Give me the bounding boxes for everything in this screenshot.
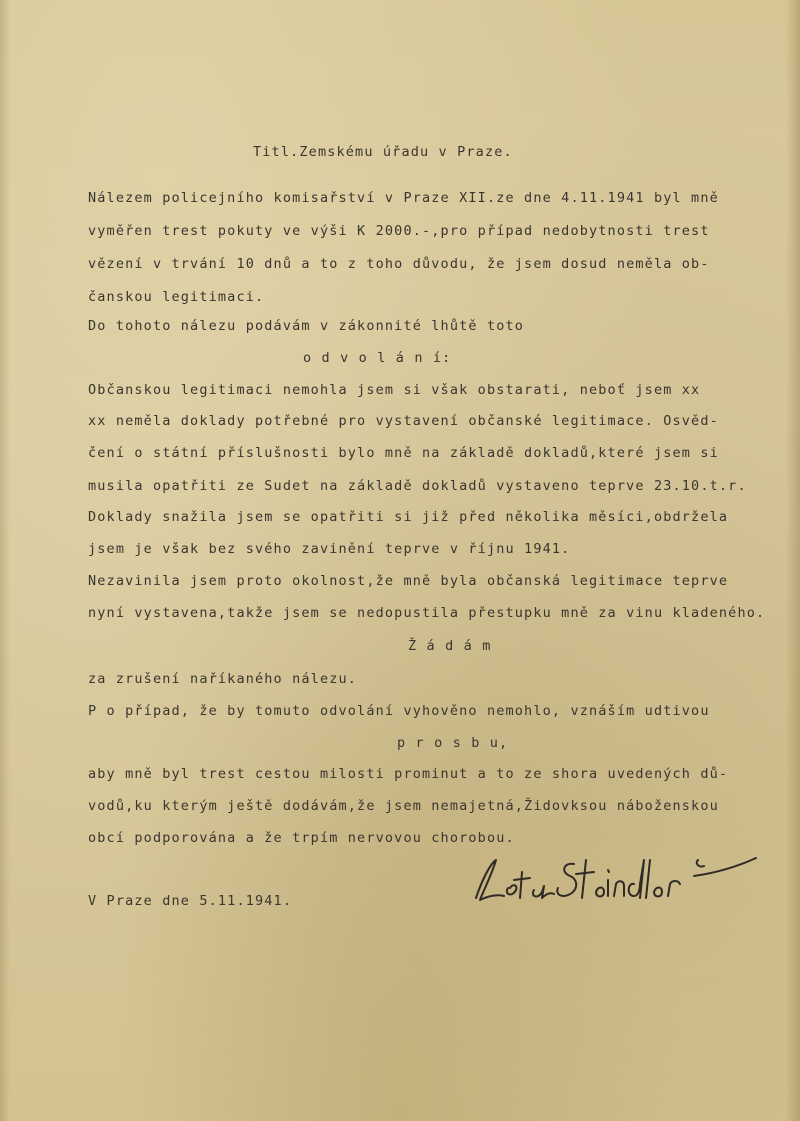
body-line: jsem je však bez svého zavinění teprve v říjnu 1941. — [88, 541, 571, 557]
body-line: xx neměla doklady potřebné pro vystavení občanské legitimace. Osvěd- — [88, 413, 719, 429]
body-line: Nezavinila jsem proto okolnost,že mně byla občanská legitimace teprve — [88, 573, 729, 589]
body-line: P o případ, že by tomuto odvolání vyhověno nemohlo, vznáším udtivou — [88, 703, 710, 719]
section-heading-zadam: Ž á d á m — [408, 638, 492, 654]
paper-edge-left — [0, 0, 10, 1121]
body-line: za zrušení naříkaného nálezu. — [88, 671, 358, 687]
date-line: V Praze dne 5.11.1941. — [88, 893, 293, 909]
paper-edge-right — [786, 0, 800, 1121]
body-line: Doklady snažila jsem se opatřiti si již před několika měsíci,obdržela — [88, 509, 729, 525]
body-line: vodů,ku kterým ještě dodávám,že jsem nemajetná,Židovksou náboženskou — [88, 798, 719, 814]
body-line: Nálezem policejního komisařství v Praze XII.ze dne 4.11.1941 byl mně — [88, 190, 719, 206]
addressee-line: Titl.Zemskému úřadu v Praze. — [253, 144, 513, 160]
body-line: nyní vystavena,takže jsem se nedopustila přestupku mně za vinu kladeného. — [88, 605, 766, 621]
body-line: vyměřen trest pokuty ve výši K 2000.-,pro případ nedobytnosti trest — [88, 223, 710, 239]
body-line: čení o státní příslušnosti bylo mně na základě dokladů,které jsem si — [88, 445, 719, 461]
body-line: obcí podporována a že trpím nervovou chorobou. — [88, 830, 515, 846]
section-heading-odvolani: o d v o l á n í: — [303, 350, 452, 366]
section-heading-prosbu: p r o s b u, — [397, 735, 509, 751]
body-line: aby mně byl trest cestou milosti prominut a to ze shora uvedených dů- — [88, 766, 729, 782]
signature-drawing — [468, 850, 768, 910]
body-line: Do tohoto nálezu podávám v zákonnité lhůtě toto — [88, 318, 525, 334]
body-line: Občanskou legitimaci nemohla jsem si však obstarati, neboť jsem xx — [88, 382, 701, 398]
handwritten-signature — [468, 850, 768, 910]
body-line: vězení v trvání 10 dnů a to z toho důvodu, že jsem dosud neměla ob- — [88, 256, 710, 272]
body-line: musila opatřiti ze Sudet na základě dokladů vystaveno teprve 23.10.t.r. — [88, 478, 747, 494]
body-line: čanskou legitimaci. — [88, 289, 265, 305]
